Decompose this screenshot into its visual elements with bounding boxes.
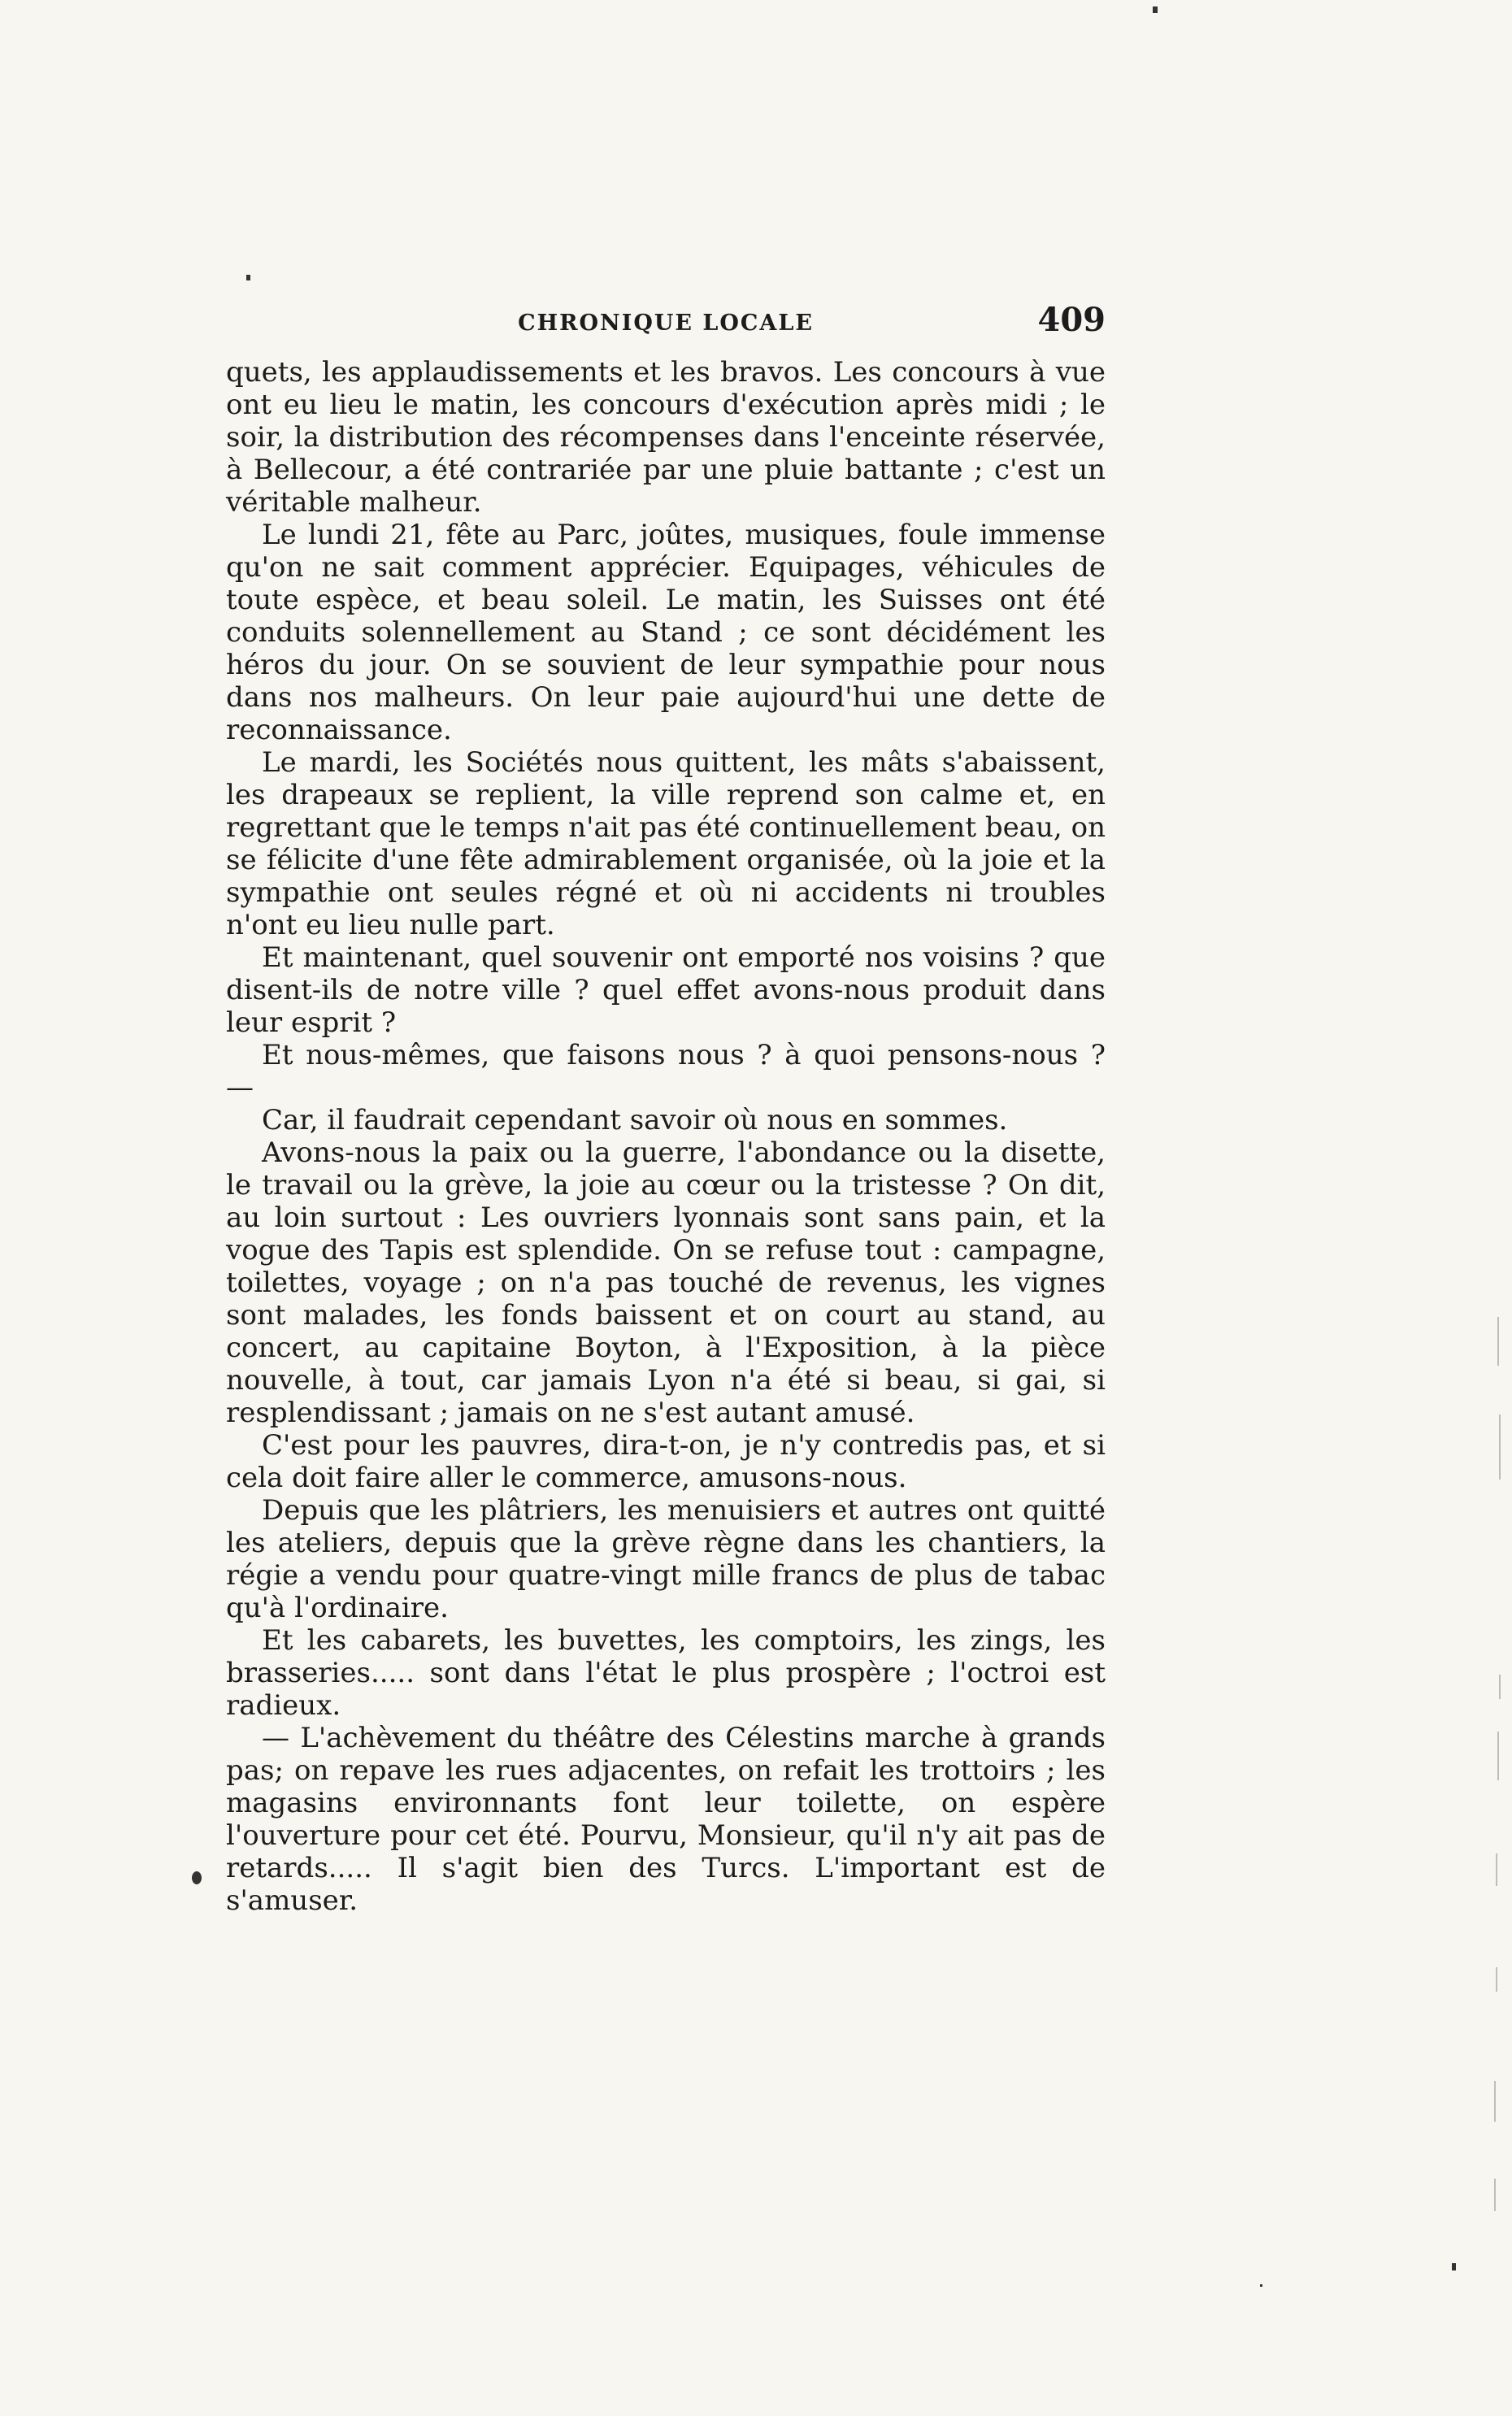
margin-mark [1496,1967,1497,1992]
paragraph: Et nous-mêmes, que faisons nous ? à quoi pensons-nous ? — [226,1039,1106,1104]
margin-mark [1499,1414,1501,1480]
ink-speck [192,1871,202,1884]
running-title: CHRONIQUE LOCALE [518,311,814,336]
ink-speck [1260,2284,1262,2287]
margin-mark [1497,1732,1499,1780]
margin-mark [1497,1317,1499,1366]
margin-mark [1499,1675,1501,1699]
page-header [226,301,1106,350]
ink-speck [246,275,250,280]
margin-mark [1494,2081,1496,2122]
page-number: 409 [1037,301,1106,339]
paragraph: Le mardi, les Sociétés nous quittent, les mâts s'abaissent, les drapeaux se replient, la ville reprend son calme et, en regrettant que le temps n'ait pas été continuellement beau, on se félicite d'une fête admirablement organisée, où la joie et la sympathie ont seules régné et où ni accidents ni troubles n'ont eu lieu nulle part. [226,746,1106,941]
paragraph: Avons-nous la paix ou la guerre, l'abondance ou la disette, le travail ou la grève, la joie au cœur ou la tristesse ? On dit, au loin surtout : Les ouvriers lyonnais sont sans pain, et la vogue des Tapis est splendide. On se refuse tout : campagne, toilettes, voyage ; on n'a pas touché de revenus, les vignes sont malades, les fonds baissent et on court au stand, au concert, au capitaine Boyton, à l'Exposition, à la pièce nouvelle, à tout, car jamais Lyon n'a été si beau, si gai, si resplendissant ; jamais on ne s'est autant amusé. [226,1136,1106,1429]
paragraph: Le lundi 21, fête au Parc, joûtes, musiques, foule immense qu'on ne sait comment apprécier. Equipages, véhicules de toute espèce, et beau soleil. Le matin, les Suisses ont été conduits solennellement au Stand ; ce sont décidément les héros du jour. On se souvient de leur sympathie pour nous dans nos malheurs. On leur paie aujourd'hui une dette de reconnaissance. [226,519,1106,746]
paragraph: Car, il faudrait cependant savoir où nous en sommes. [262,1104,1008,1136]
paragraph: Depuis que les plâtriers, les menuisiers et autres ont quitté les ateliers, depuis que la grève règne dans les chantiers, la régie a vendu pour quatre-vingt mille francs de plus de tabac qu'à l'ordinaire. [226,1494,1106,1624]
paragraph: Et maintenant, quel souvenir ont emporté nos voisins ? que disent-ils de notre ville ? quel effet avons-nous produit dans leur esprit ? [226,941,1106,1039]
body-text [226,356,1106,1917]
margin-mark [1494,2179,1496,2211]
margin-mark [1496,1853,1497,1886]
paragraph: Et les cabarets, les buvettes, les comptoirs, les zings, les brasseries..... sont dans l'état le plus prospère ; l'octroi est radieux. [226,1624,1106,1722]
ink-speck [1452,2263,1456,2270]
paragraph: quets, les applaudissements et les bravos. Les concours à vue ont eu lieu le matin, les concours d'exécution après midi ; le soir, la distribution des récompenses dans l'enceinte réservée, à Bellecour, a été contrariée par une pluie battante ; c'est un véritable malheur. [226,356,1106,519]
ink-speck [1153,7,1158,13]
paragraph: C'est pour les pauvres, dira-t-on, je n'y contredis pas, et si cela doit faire aller le commerce, amusons-nous. [226,1429,1106,1494]
paragraph: — L'achèvement du théâtre des Célestins marche à grands pas; on repave les rues adjacentes, on refait les trottoirs ; les magasins environnants font leur toilette, on espère l'ouverture pour cet été. Pourvu, Monsieur, qu'il n'y ait pas de retards..... Il s'agit bien des Turcs. L'important est de s'amuser. [226,1722,1106,1917]
